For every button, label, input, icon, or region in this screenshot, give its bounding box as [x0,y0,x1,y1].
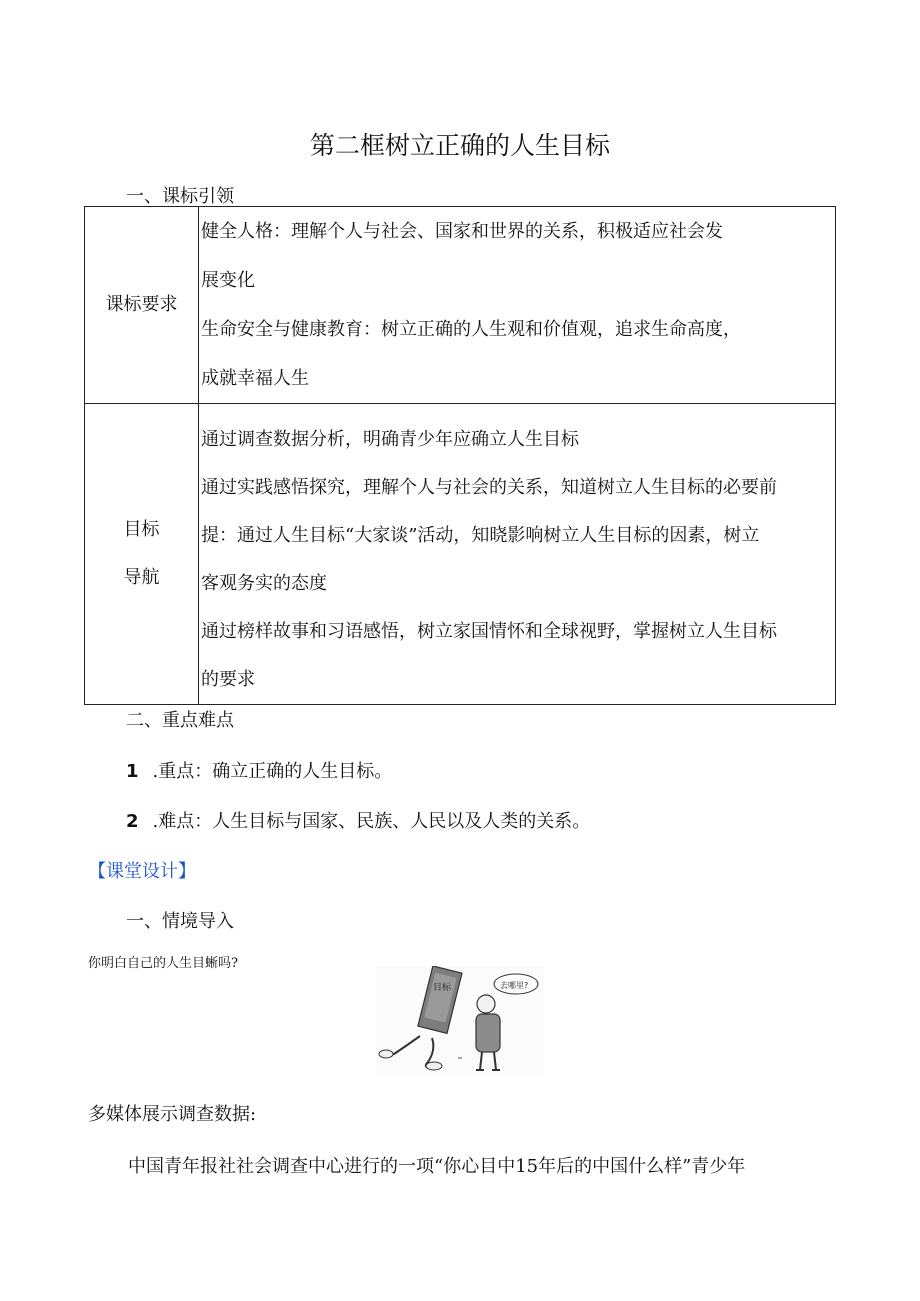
content-line: 健全人格：理解个人与社会、国家和世界的关系，积极适应社会发 [201,221,723,242]
content-line: 客观务实的态度 [201,573,327,594]
bubble-text: 去哪里? [500,981,529,990]
label-line: 目标 [123,519,160,540]
content-line: 展变化 [201,270,255,291]
curriculum-table [84,206,836,705]
key-point [126,757,392,783]
key-point-number: 1 [126,761,139,782]
content-line: 生命安全与健康教育：树立正确的人生观和价值观，追求生命高度， [201,319,741,340]
content-line: 提：通过人生目标“大家谈”活动，知晓影响树立人生目标的因素，树立 [201,525,760,546]
row-label-requirements [85,207,199,404]
table-row [85,404,836,705]
section-heading-key-points: 二、重点难点 [126,710,234,731]
sign-text: 目标 [433,983,452,993]
cartoon-illustration [376,966,544,1076]
table-row [85,207,836,404]
survey-paragraph: 中国青年报社社会调查中心进行的一项“你心目中15年后的中国什么样”青少年 [128,1156,746,1177]
row-content-goals [199,404,836,705]
key-point-text: .难点：人生目标与国家、民族、人民以及人类的关系。 [152,811,591,832]
page-title: 第二框树立正确的人生目标 [309,131,610,160]
difficult-point [126,807,590,833]
content-line: 通过实践感悟探究，理解个人与社会的关系，知道树立人生目标的必要前 [201,477,777,498]
intro-question: 你明白自己的人生目蜥吗? [88,956,238,971]
row-content-requirements [199,207,836,404]
content-line: 通过调查数据分析，明确青少年应确立人生目标 [201,429,579,450]
key-point-number: 2 [126,811,139,832]
content-line: 通过榜样故事和习语感悟，树立家国情怀和全球视野，掌握树立人生目标 [201,621,777,642]
key-point-text: .重点：确立正确的人生目标。 [152,761,393,782]
content-line: 成就幸福人生 [201,368,309,389]
label-line: 课标要求 [105,294,178,315]
content-line: 的要求 [201,669,255,690]
row-label-goals [85,404,199,705]
section-heading-intro: 一、情境导入 [126,911,234,932]
cartoon-image [376,966,544,1076]
multimedia-note: 多媒体展示调查数据: [88,1104,257,1125]
section-heading-curriculum: 一、课标引领 [126,186,234,207]
classroom-design-heading: 【课堂设计】 [88,861,196,882]
label-line: 导航 [123,567,160,588]
